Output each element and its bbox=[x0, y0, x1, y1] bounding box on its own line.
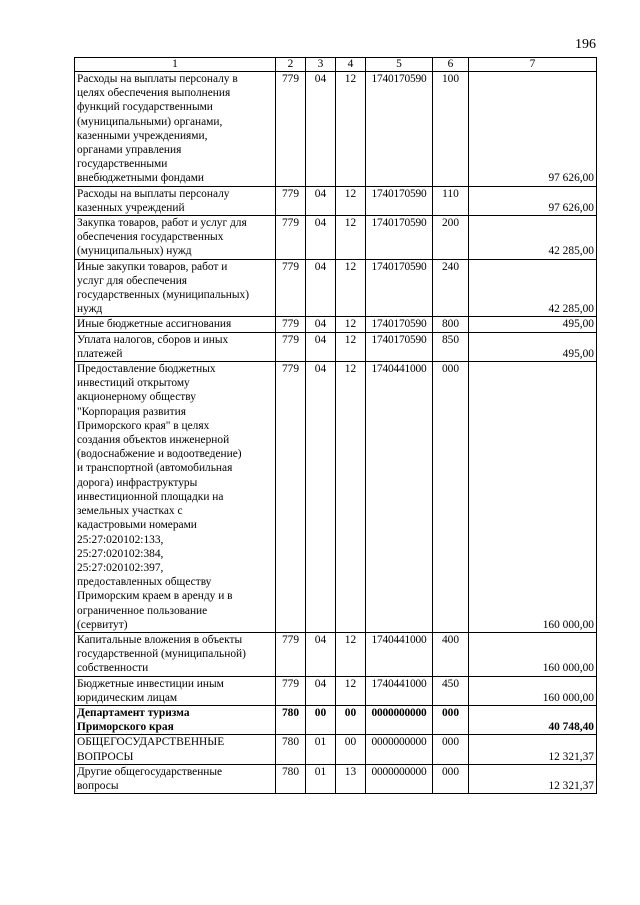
row-subsection: 12 bbox=[336, 186, 366, 215]
row-target-article: 0000000000 bbox=[366, 705, 433, 734]
header-cell: 4 bbox=[336, 58, 366, 72]
row-subsection: 12 bbox=[336, 259, 366, 317]
row-expense-type: 110 bbox=[433, 186, 469, 215]
row-code: 779 bbox=[276, 317, 306, 332]
row-target-article: 1740170590 bbox=[366, 216, 433, 260]
row-expense-type: 450 bbox=[433, 676, 469, 705]
row-subsection: 12 bbox=[336, 332, 366, 361]
header-cell: 7 bbox=[469, 58, 597, 72]
header-cell: 6 bbox=[433, 58, 469, 72]
row-section: 00 bbox=[306, 705, 336, 734]
row-code: 779 bbox=[276, 72, 306, 187]
row-amount: 42 285,00 bbox=[469, 216, 597, 260]
row-expense-type: 850 bbox=[433, 332, 469, 361]
table-row bbox=[75, 186, 597, 215]
table-row bbox=[75, 764, 597, 793]
row-subsection: 12 bbox=[336, 362, 366, 633]
row-amount: 12 321,37 bbox=[469, 735, 597, 764]
row-target-article: 1740170590 bbox=[366, 72, 433, 187]
table-row bbox=[75, 676, 597, 705]
table-row bbox=[75, 332, 597, 361]
row-section: 04 bbox=[306, 72, 336, 187]
row-section: 04 bbox=[306, 216, 336, 260]
row-code: 779 bbox=[276, 259, 306, 317]
header-cell: 5 bbox=[366, 58, 433, 72]
table-row bbox=[75, 317, 597, 332]
row-amount: 495,00 bbox=[469, 332, 597, 361]
row-amount: 42 285,00 bbox=[469, 259, 597, 317]
row-target-article: 1740170590 bbox=[366, 332, 433, 361]
header-cell: 1 bbox=[75, 58, 276, 72]
row-name: Иные закупки товаров, работ и услуг для обеспечения государственных (муниципальных) нужд bbox=[75, 259, 276, 317]
row-section: 01 bbox=[306, 764, 336, 793]
row-expense-type: 000 bbox=[433, 735, 469, 764]
row-section: 04 bbox=[306, 362, 336, 633]
table-row bbox=[75, 216, 597, 260]
row-expense-type: 000 bbox=[433, 705, 469, 734]
row-name: Бюджетные инвестиции иным юридическим лицам bbox=[75, 676, 276, 705]
table-row bbox=[75, 705, 597, 734]
header-cell: 2 bbox=[276, 58, 306, 72]
row-target-article: 1740170590 bbox=[366, 186, 433, 215]
row-amount: 160 000,00 bbox=[469, 362, 597, 633]
row-subsection: 12 bbox=[336, 317, 366, 332]
row-section: 04 bbox=[306, 259, 336, 317]
row-code: 780 bbox=[276, 705, 306, 734]
row-code: 780 bbox=[276, 735, 306, 764]
row-amount: 160 000,00 bbox=[469, 676, 597, 705]
table-row bbox=[75, 735, 597, 764]
table-row bbox=[75, 72, 597, 187]
table-row bbox=[75, 632, 597, 676]
row-amount: 495,00 bbox=[469, 317, 597, 332]
row-amount: 160 000,00 bbox=[469, 632, 597, 676]
row-name: Закупка товаров, работ и услуг для обеспечения государственных (муниципальных) нужд bbox=[75, 216, 276, 260]
row-target-article: 0000000000 bbox=[366, 735, 433, 764]
header-cell: 3 bbox=[306, 58, 336, 72]
row-expense-type: 000 bbox=[433, 764, 469, 793]
row-code: 779 bbox=[276, 216, 306, 260]
row-target-article: 1740441000 bbox=[366, 632, 433, 676]
table-row bbox=[75, 259, 597, 317]
row-name: Расходы на выплаты персоналу казенных учреждений bbox=[75, 186, 276, 215]
row-subsection: 00 bbox=[336, 705, 366, 734]
row-code: 779 bbox=[276, 632, 306, 676]
row-name: Иные бюджетные ассигнования bbox=[75, 317, 276, 332]
row-name: Капитальные вложения в объекты государственной (муниципальной) собственности bbox=[75, 632, 276, 676]
row-target-article: 1740170590 bbox=[366, 317, 433, 332]
row-target-article: 1740441000 bbox=[366, 362, 433, 633]
row-name: ОБЩЕГОСУДАРСТВЕННЫЕ ВОПРОСЫ bbox=[75, 735, 276, 764]
row-section: 04 bbox=[306, 317, 336, 332]
row-section: 04 bbox=[306, 332, 336, 361]
row-amount: 97 626,00 bbox=[469, 186, 597, 215]
row-target-article: 1740170590 bbox=[366, 259, 433, 317]
row-name: Департамент туризма Приморского края bbox=[75, 705, 276, 734]
row-amount: 97 626,00 bbox=[469, 72, 597, 187]
row-code: 780 bbox=[276, 764, 306, 793]
budget-table bbox=[74, 57, 597, 794]
row-code: 779 bbox=[276, 186, 306, 215]
row-expense-type: 100 bbox=[433, 72, 469, 187]
header-row bbox=[75, 58, 597, 72]
row-name: Расходы на выплаты персоналу в целях обеспечения выполнения функций государственными (муниципальными) органами, казенными учреждениями, органами управления государственными внебюджетными фондами bbox=[75, 72, 276, 187]
row-code: 779 bbox=[276, 676, 306, 705]
row-expense-type: 200 bbox=[433, 216, 469, 260]
row-name: Другие общегосударственные вопросы bbox=[75, 764, 276, 793]
row-subsection: 12 bbox=[336, 216, 366, 260]
row-section: 04 bbox=[306, 186, 336, 215]
row-section: 04 bbox=[306, 676, 336, 705]
row-section: 01 bbox=[306, 735, 336, 764]
row-expense-type: 800 bbox=[433, 317, 469, 332]
row-section: 04 bbox=[306, 632, 336, 676]
row-target-article: 0000000000 bbox=[366, 764, 433, 793]
row-subsection: 13 bbox=[336, 764, 366, 793]
row-target-article: 1740441000 bbox=[366, 676, 433, 705]
row-expense-type: 400 bbox=[433, 632, 469, 676]
row-amount: 40 748,40 bbox=[469, 705, 597, 734]
row-name: Уплата налогов, сборов и иных платежей bbox=[75, 332, 276, 361]
table-row bbox=[75, 362, 597, 633]
row-subsection: 12 bbox=[336, 72, 366, 187]
row-amount: 12 321,37 bbox=[469, 764, 597, 793]
row-subsection: 12 bbox=[336, 676, 366, 705]
row-expense-type: 240 bbox=[433, 259, 469, 317]
row-subsection: 00 bbox=[336, 735, 366, 764]
row-expense-type: 000 bbox=[433, 362, 469, 633]
page-number: 196 bbox=[575, 37, 596, 52]
row-name: Предоставление бюджетных инвестиций открытому акционерному обществу "Корпорация развития Приморского края" в целях создания объектов инженерной (водоснабжение и водоотведение) и транспортной (автомобильная дорога) инфраструктуры инвестиционной площадки на земельных участках с кадастровыми номерами 25:27:020102:133, 25:27:020102:384, 25:27:020102:397, предоставленных обществу Приморским краем в аренду и в ограниченное пользование (сервитут) bbox=[75, 362, 276, 633]
row-subsection: 12 bbox=[336, 632, 366, 676]
row-code: 779 bbox=[276, 362, 306, 633]
row-code: 779 bbox=[276, 332, 306, 361]
